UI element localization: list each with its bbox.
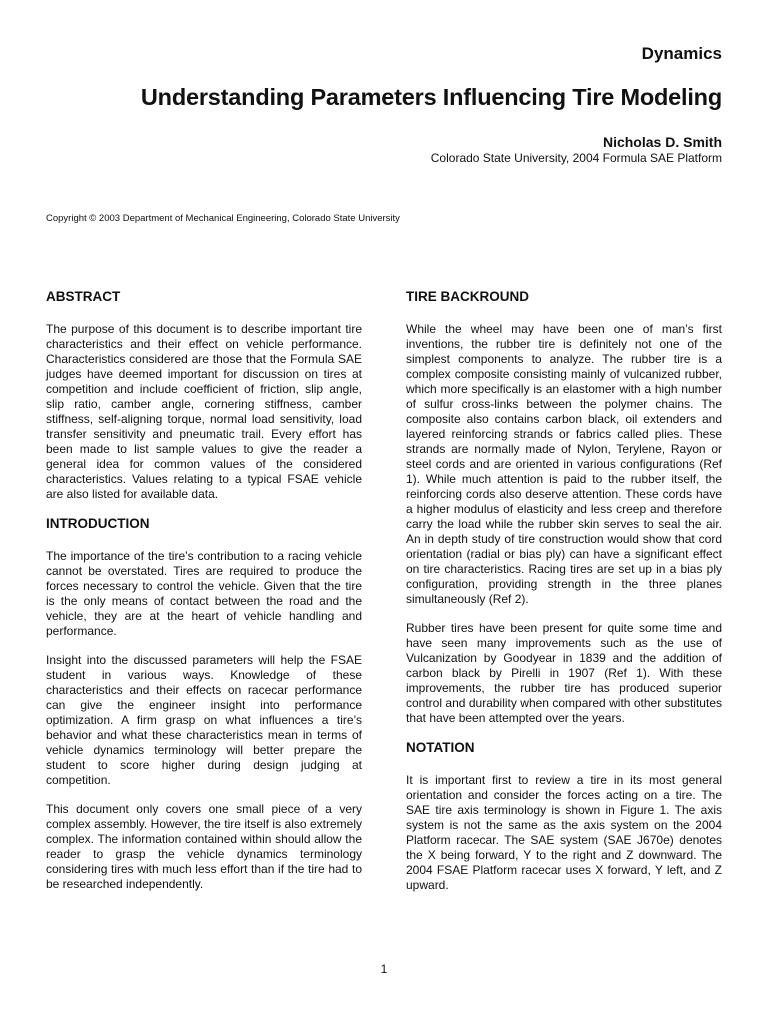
author-affiliation: Colorado State University, 2004 Formula SAE Platform xyxy=(430,151,722,165)
introduction-paragraph: Insight into the discussed parameters will help the FSAE student in various ways. Knowledge of these characteristics and their effects on racecar performance can give the engineer insight into performance optimization. A firm grasp on what influences a tire’s behavior and what these characteristics mean in terms of vehicle dynamics terminology will better prepare the student to score higher during design judging at competition. xyxy=(46,653,362,787)
introduction-heading: INTRODUCTION xyxy=(46,516,150,531)
abstract-paragraph: The purpose of this document is to describe important tire characteristics and their effect on vehicle performance. Characteristics considered are those that the Formula SAE judges have deemed important for discussion on tires at competition and include coefficient of friction, slip angle, slip ratio, camber angle, cornering stiffness, camber stiffness, self-aligning torque, normal load sensitivity, load transfer sensitivity and pneumatic trail. Every effort has been made to list sample values to give the reader a general idea for common values of the considered characteristics. Values relating to a typical FSAE vehicle are also listed for available data. xyxy=(46,322,362,501)
notation-heading: NOTATION xyxy=(406,740,475,755)
introduction-paragraph: The importance of the tire’s contribution to a racing vehicle cannot be overstated. Tires are required to produce the forces necessary to control the vehicle. Given that the tire is the only means of contact between the road and the vehicle, they are at the heart of vehicle handling and performance. xyxy=(46,549,362,638)
copyright-notice: Copyright © 2003 Department of Mechanical Engineering, Colorado State University xyxy=(46,213,400,224)
page-number: 1 xyxy=(380,962,388,976)
tire-background-heading: TIRE BACKROUND xyxy=(406,289,529,304)
paper-title: Understanding Parameters Influencing Tire Modeling xyxy=(140,84,722,110)
tire-background-paragraph: Rubber tires have been present for quite some time and have seen many improvements such as the use of Vulcanization by Goodyear in 1839 and the addition of carbon black by Pirelli in 1907 (Ref 1). With these improvements, the rubber tire has produced superior control and durability when compared with other substitutes that have been attempted over the years. xyxy=(406,621,722,725)
left-column xyxy=(46,289,362,906)
author-name: Nicholas D. Smith xyxy=(602,134,722,150)
introduction-paragraph: This document only covers one small piece of a very complex assembly. However, the tire itself is also extremely complex. The information contained within should allow the reader to grasp the vehicle dynamics terminology considering tires with much less effort than if the tire had to be researched independently. xyxy=(46,802,362,891)
right-column xyxy=(406,289,722,907)
notation-paragraph: It is important first to review a tire in its most general orientation and consider the forces acting on a tire. The SAE tire axis terminology is shown in Figure 1. The axis system is not the same as the axis system on the 2004 Platform racecar. The SAE system (SAE J670e) denotes the X being forward, Y to the right and Z downward. The 2004 FSAE Platform racecar uses X forward, Y left, and Z upward. xyxy=(406,773,722,892)
tire-background-paragraph: While the wheel may have been one of man’s first inventions, the rubber tire is definitely not one of the simplest components to analyze. The rubber tire is a complex composite consisting mainly of vulcanized rubber, which more specifically is an elastomer with a high number of sulfur cross-links between the polymer chains. The composite also contains carbon black, oil extenders and layered reinforcing strands or fabrics called plies. These strands are normally made of Nylon, Terylene, Rayon or steel cords and are oriented in various configurations (Ref 1). While much attention is paid to the rubber itself, the reinforcing cords also deserve attention. These cords have a higher modulus of elasticity and less creep and therefore carry the load while the rubber skin serves to seal the air. An in depth study of tire construction would show that cord orientation (radial or bias ply) can have a significant effect on tire characteristics. Racing tires are set up in a bias ply configuration, providing strength in the three planes simultaneously (Ref 2). xyxy=(406,322,722,606)
abstract-heading: ABSTRACT xyxy=(46,289,121,304)
section-label: Dynamics xyxy=(641,44,722,63)
